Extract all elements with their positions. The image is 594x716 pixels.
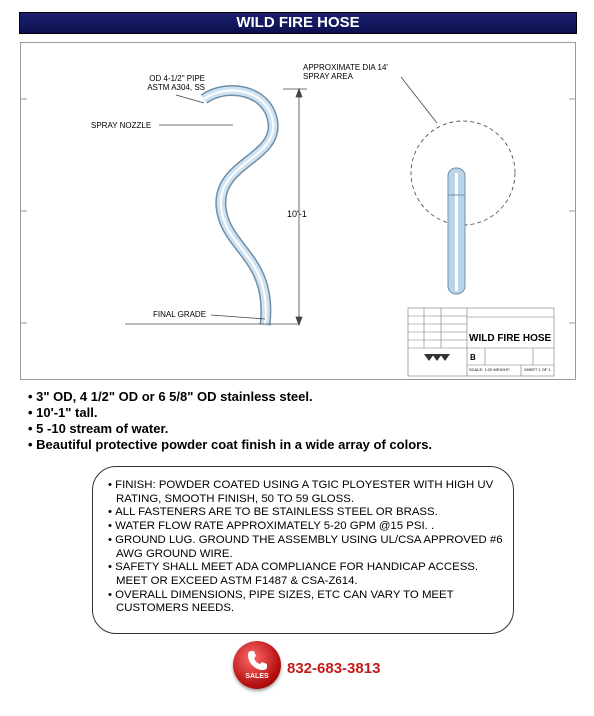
phone-number[interactable]: 832-683-3813 (287, 660, 381, 677)
feature-item: • 10'-1" tall. (28, 405, 432, 421)
hose-pipe-top-view (448, 168, 465, 294)
title-block-sheet: SHEET 1 OF 1 (524, 367, 551, 372)
feature-item: • 3" OD, 4 1/2" OD or 6 5/8" OD stainless steel. (28, 389, 432, 405)
feature-list (28, 389, 432, 453)
spec-note: • SAFETY SHALL MEET ADA COMPLIANCE FOR HANDICAP ACCESS. MEET OR EXCEED ASTM F1487 & CSA-Z614. (104, 561, 512, 588)
spray-nozzle-label: SPRAY NOZZLE (91, 121, 152, 130)
pipe-label: OD 4-1/2" PIPE ASTM A304, SS (147, 74, 205, 92)
technical-drawing (20, 42, 576, 380)
spec-note: • OVERALL DIMENSIONS, PIPE SIZES, ETC CAN VARY TO MEET CUSTOMERS NEEDS. (104, 589, 512, 616)
company-logo (424, 354, 450, 361)
height-dimension-label: 10'-1 (287, 209, 307, 219)
spec-note: • WATER FLOW RATE APPROXIMATELY 5-20 GPM @15 PSI. . (104, 520, 512, 534)
title-block-scale: SCALE: 1:20 WEIGHT: (469, 367, 510, 372)
spec-note: • ALL FASTENERS ARE TO BE STAINLESS STEEL OR BRASS. (104, 506, 512, 520)
sales-badge-label: SALES (245, 673, 269, 680)
spec-note: • FINISH: POWDER COATED USING A TGIC PLOYESTER WITH HIGH UV RATING, SMOOTH FINISH, 50 TO 59 GLOSS. (104, 479, 512, 506)
title-block-name: WILD FIRE HOSE (469, 333, 552, 344)
feature-item: • 5 -10 stream of water. (28, 421, 432, 437)
page-title: WILD FIRE HOSE (19, 12, 577, 34)
feature-item: • Beautiful protective powder coat finish in a wide array of colors. (28, 437, 432, 453)
spray-area-label: APPROXIMATE DIA 14' SPRAY AREA (303, 63, 388, 81)
spec-note: • GROUND LUG. GROUND THE ASSEMBLY USING UL/CSA APPROVED #6 AWG GROUND WIRE. (104, 534, 512, 561)
phone-handset-icon (245, 649, 269, 673)
sales-phone-icon[interactable] (233, 641, 281, 689)
title-block-size: B (470, 353, 476, 362)
hose-pipe-side-view (204, 91, 273, 325)
spec-notes (104, 479, 512, 616)
final-grade-label: FINAL GRADE (153, 310, 207, 319)
